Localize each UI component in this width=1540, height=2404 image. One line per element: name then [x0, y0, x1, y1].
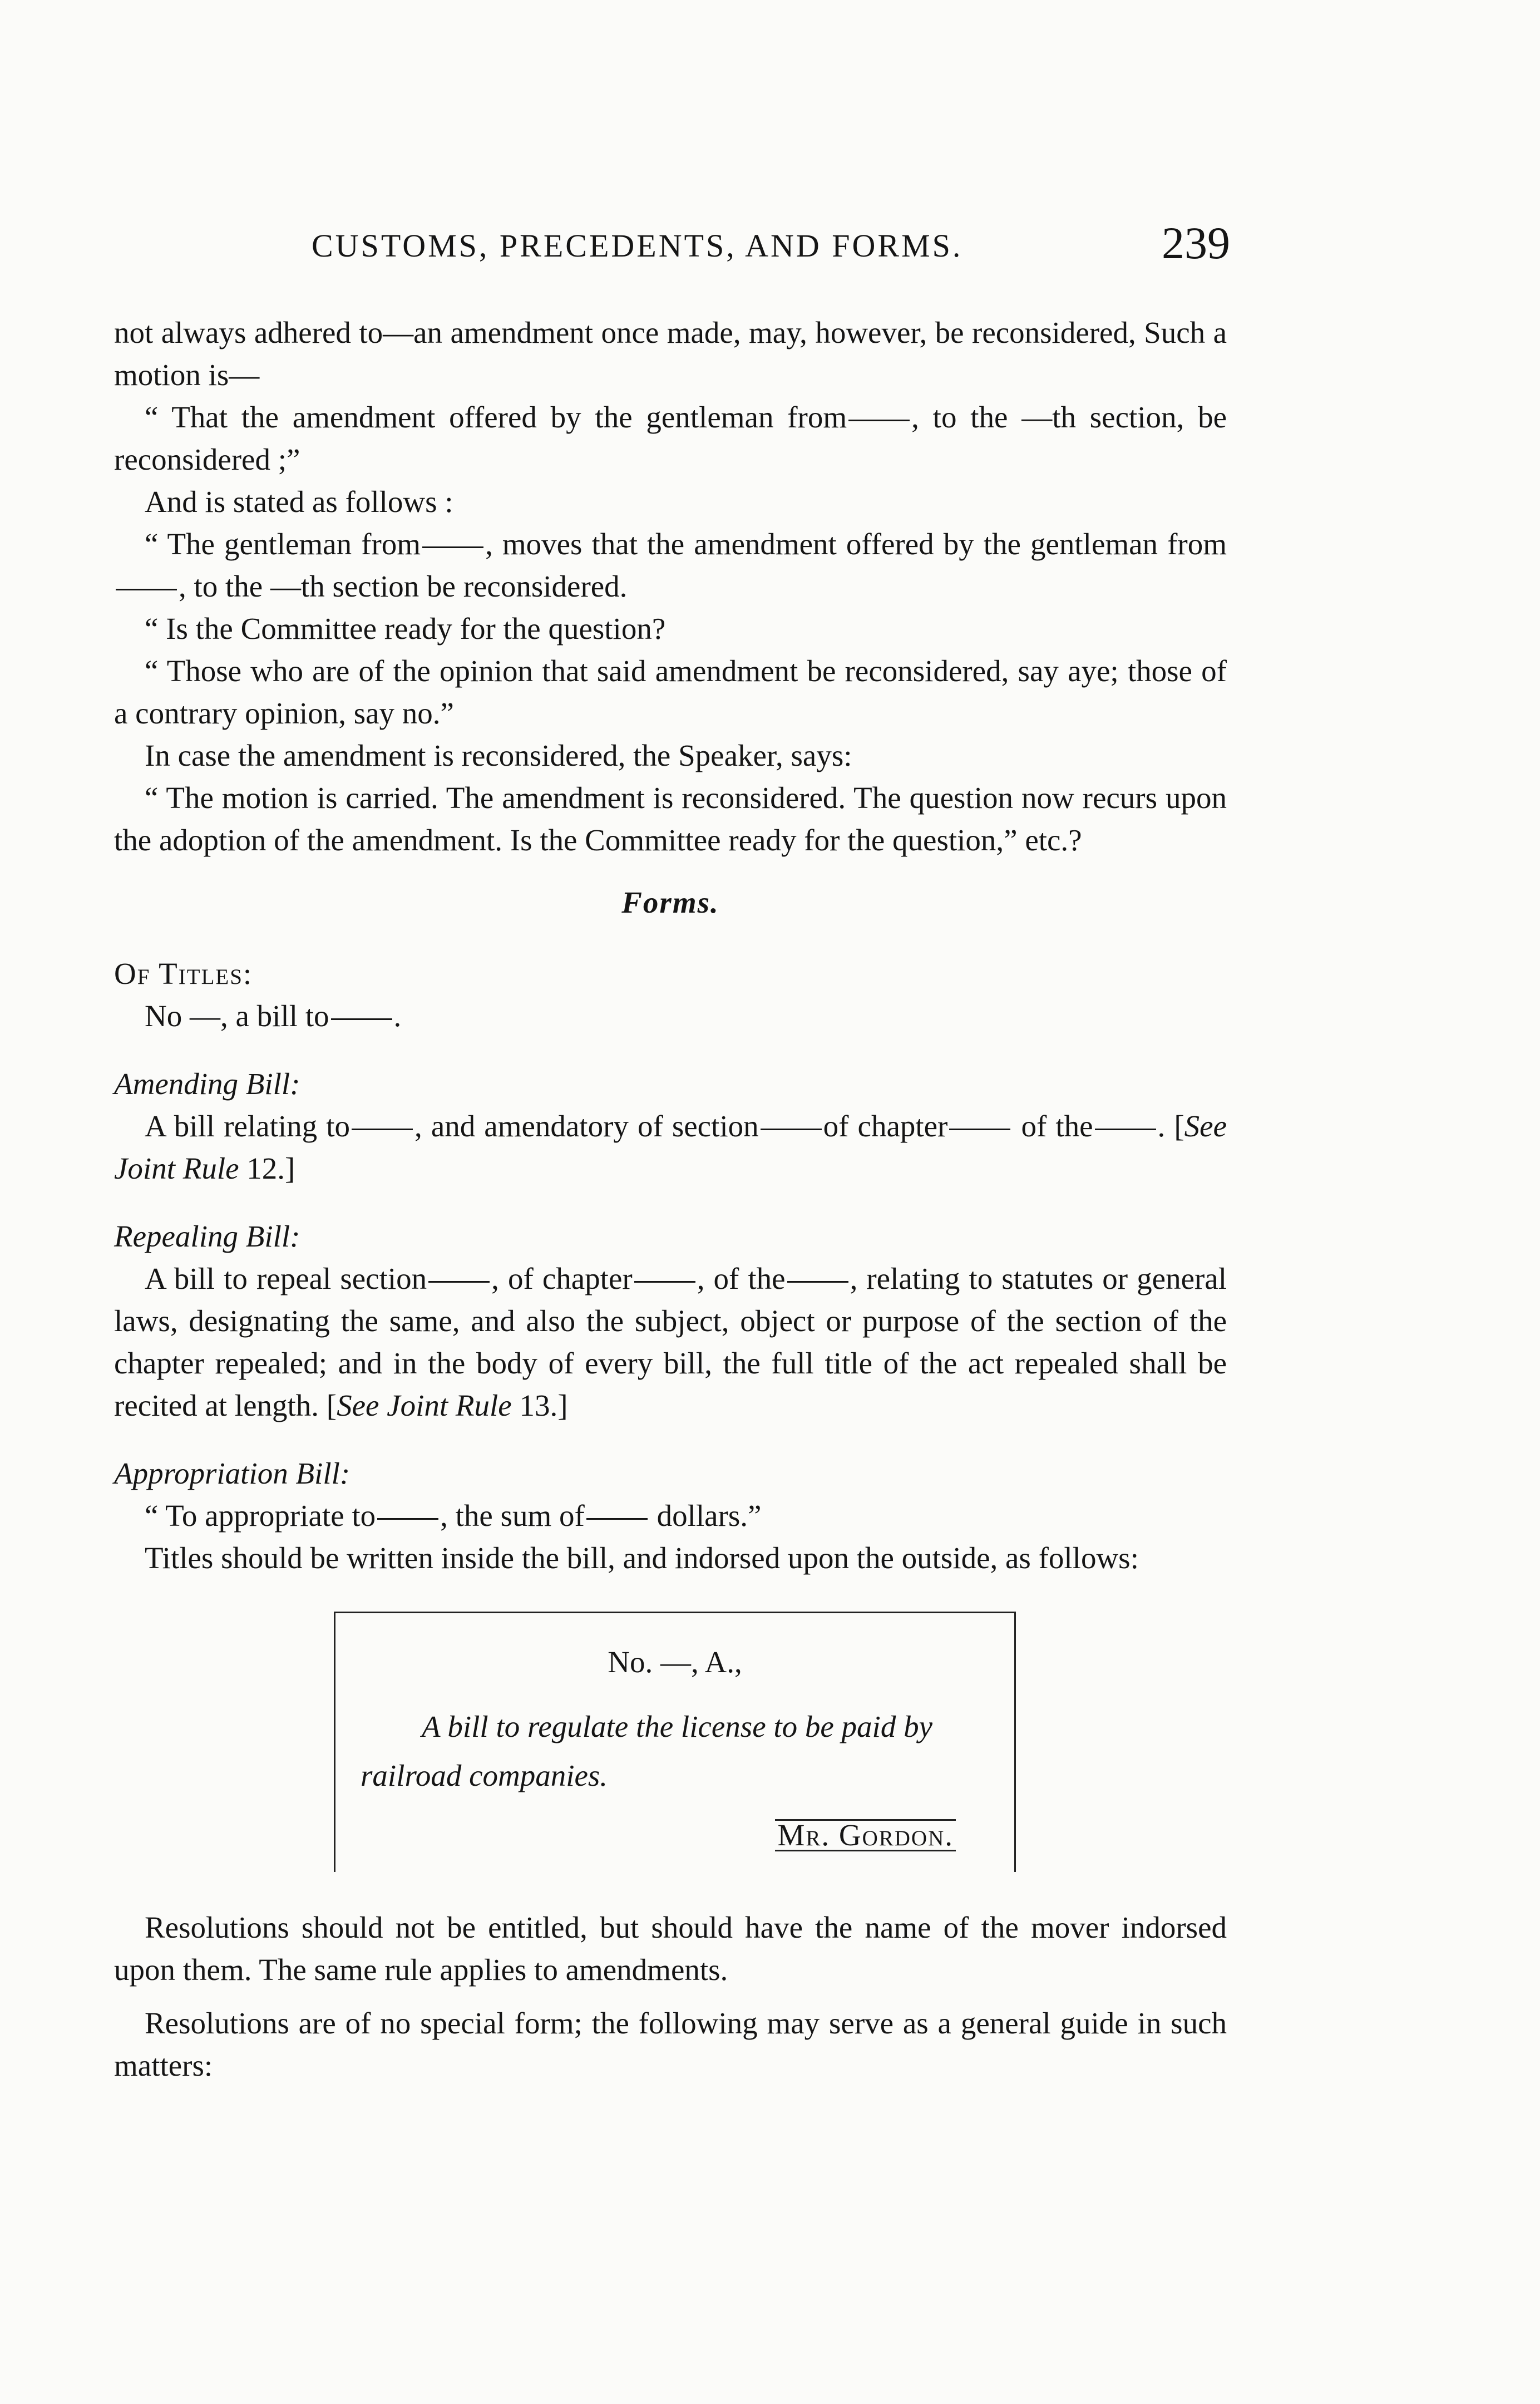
vote-wording: “ Those who are of the opinion that said amendment be reconsidered, say aye; those of a contrary opinion, say no.” [114, 654, 1227, 730]
specimen-title: A bill to regulate the license to be paid by railroad companies. [361, 1710, 933, 1792]
speaker-says: In case the amendment is reconsidered, the Speaker, says: [145, 738, 852, 772]
stated-as-follows: And is stated as follows : [145, 485, 453, 519]
statement-text-2: , moves that the amendment offered by the gentleman from [485, 527, 1227, 561]
appropriation-text-3: dollars.” [649, 1499, 762, 1533]
amending-bill-form [114, 1105, 1227, 1190]
blank-line [1095, 1129, 1156, 1130]
title-form-end: . [393, 999, 402, 1033]
blank-line [586, 1518, 648, 1520]
blank-line [634, 1281, 695, 1283]
title-form-text: No —, a bill to [145, 999, 329, 1033]
blank-line [848, 420, 910, 421]
blank-line [377, 1518, 438, 1520]
amending-text-5: . [ [1157, 1109, 1184, 1143]
motion-wording [114, 396, 1227, 481]
of-titles-heading: Of Titles: [114, 957, 253, 991]
repealing-text-3: , of the [697, 1262, 786, 1295]
titles-note: Titles should be written inside the bill, and indorsed upon the outside, as follows: [145, 1541, 1139, 1575]
repealing-bill-form [114, 1258, 1227, 1427]
blank-line [787, 1281, 848, 1283]
motion-text-2: , to the —th section, be reconsidered ;” [114, 400, 1227, 476]
rule-reference: See Joint Rule [337, 1388, 512, 1422]
amending-text-1: A bill relating to [145, 1109, 350, 1143]
title-form [114, 995, 1227, 1037]
question-ready: “ Is the Committee ready for the question? [145, 612, 666, 646]
appropriation-text-1: “ To appropriate to [145, 1499, 376, 1533]
repealing-text-4: , relating to statutes or general laws, designating the same, and also the subject, object or purpose of the section of the chapter repealed; and in the body of every bill, the full title of the act repealed shall be recited at length. [ [114, 1262, 1227, 1422]
appropriation-bill-form [114, 1495, 1227, 1537]
rule-reference: See Joint Rule [114, 1109, 1227, 1185]
blank-line [428, 1281, 490, 1283]
blank-line [761, 1129, 822, 1130]
page-header [0, 217, 1540, 278]
amending-text-4: of the [1021, 1109, 1093, 1143]
blank-line [352, 1129, 413, 1130]
amending-text-2: , and amendatory of section [414, 1109, 759, 1143]
repealing-text-5: 13.] [511, 1388, 568, 1422]
amending-text-6: 12.] [239, 1151, 295, 1185]
appropriation-text-2: , the sum of [440, 1499, 585, 1533]
statement-wording [114, 523, 1227, 608]
specimen-number: No. —, A., [608, 1645, 742, 1679]
statement-text-1: “ The gentleman from [145, 527, 421, 561]
appropriation-bill-heading: Appropriation Bill: [114, 1456, 351, 1490]
statement-text-3: , to the —th section be reconsidered. [179, 569, 628, 603]
paragraph-reconsideration: not always adhered to—an amendment once made, may, however, be reconsidered, Such a motion is— [114, 316, 1227, 392]
bill-title-specimen [334, 1612, 1016, 1872]
amending-bill-heading: Amending Bill: [114, 1067, 300, 1101]
amending-text-3: of chapter [823, 1109, 948, 1143]
running-head: CUSTOMS, PRECEDENTS, AND FORMS. [312, 228, 963, 264]
page-number: 239 [1162, 218, 1230, 268]
page-body [114, 312, 1227, 2087]
motion-text-1: “ That the amendment offered by the gentleman from [145, 400, 847, 434]
motion-carried: “ The motion is carried. The amendment is reconsidered. The question now recurs upon the adoption of the amendment. Is the Committee ready for the question,” etc.? [114, 781, 1227, 857]
blank-line [422, 546, 483, 548]
blank-line [116, 589, 177, 590]
repealing-text-1: A bill to repeal section [145, 1262, 427, 1295]
resolutions-form: Resolutions are of no special form; the following may serve as a general guide in such matters: [114, 2006, 1227, 2082]
blank-line [949, 1129, 1010, 1130]
resolutions-entitled: Resolutions should not be entitled, but should have the name of the mover indorsed upon them. The same rule applies to amendments. [114, 1910, 1227, 1987]
repealing-text-2: , of chapter [491, 1262, 633, 1295]
repealing-bill-heading: Repealing Bill: [114, 1219, 300, 1253]
specimen-signer: Mr. Gordon. [775, 1819, 956, 1851]
blank-line [331, 1018, 392, 1020]
forms-heading: Forms. [621, 885, 719, 919]
paragraph-gap [114, 1991, 1227, 2002]
